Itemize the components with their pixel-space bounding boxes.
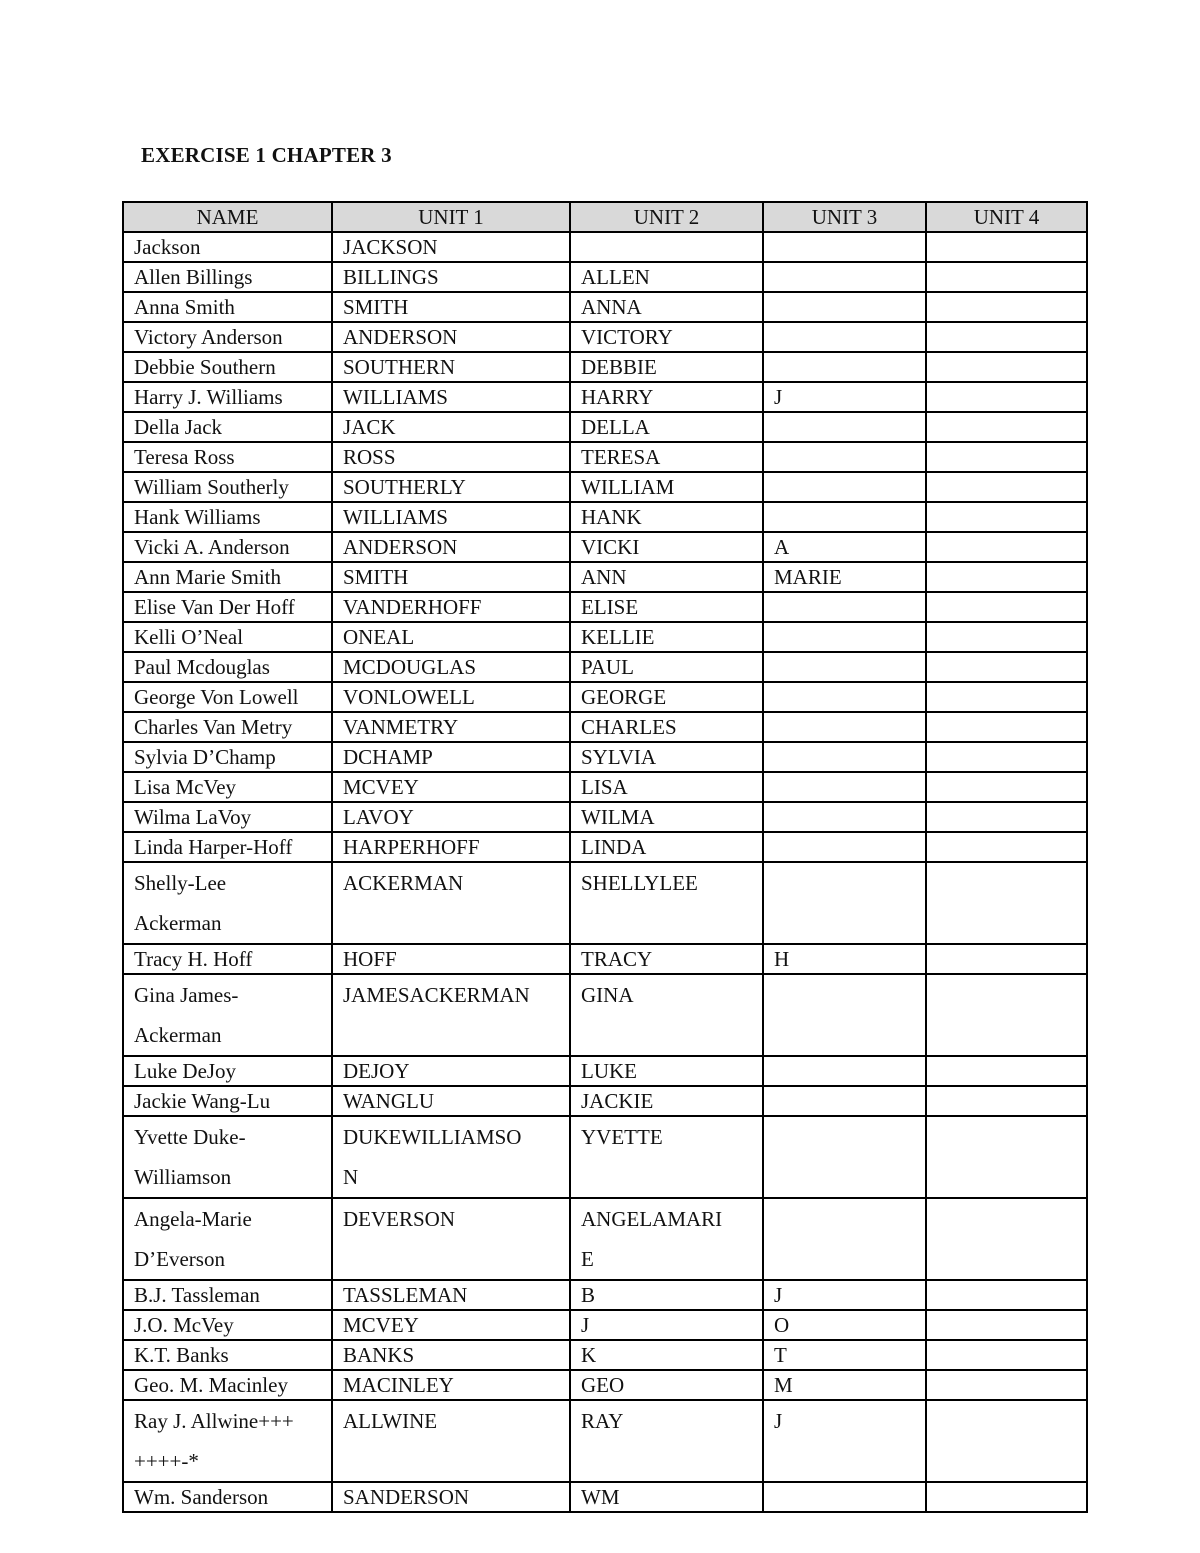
cell-unit-2: VICTORY [570,322,763,352]
cell-unit-1: BILLINGS [332,262,570,292]
table-row [123,652,1087,682]
header-unit-2: UNIT 2 [570,202,763,232]
cell-unit-4 [926,832,1087,862]
cell-unit-4 [926,1056,1087,1086]
table-row [123,472,1087,502]
cell-name: George Von Lowell [123,682,332,712]
table-row [123,352,1087,382]
cell-unit-3: J [763,382,926,412]
cell-name: Della Jack [123,412,332,442]
table-row [123,622,1087,652]
table-row [123,1370,1087,1400]
cell-unit-2: LISA [570,772,763,802]
cell-unit-1: WANGLU [332,1086,570,1116]
cell-unit-4 [926,1482,1087,1512]
cell-name: Jackie Wang-Lu [123,1086,332,1116]
cell-unit-3 [763,322,926,352]
table-row [123,742,1087,772]
cell-unit-2: TERESA [570,442,763,472]
cell-name: Ray J. Allwine+++ ++++-* [123,1400,332,1482]
cell-unit-1: DUKEWILLIAMSO N [332,1116,570,1198]
cell-unit-3 [763,832,926,862]
table-row [123,532,1087,562]
cell-unit-2: HANK [570,502,763,532]
cell-unit-3: J [763,1280,926,1310]
cell-unit-2: KELLIE [570,622,763,652]
cell-unit-1: MACINLEY [332,1370,570,1400]
cell-name: Jackson [123,232,332,262]
cell-unit-2: DEBBIE [570,352,763,382]
cell-unit-4 [926,742,1087,772]
cell-name: Linda Harper-Hoff [123,832,332,862]
cell-unit-4 [926,1280,1087,1310]
table-row [123,322,1087,352]
cell-name: Sylvia D’Champ [123,742,332,772]
cell-unit-2: WM [570,1482,763,1512]
cell-unit-3 [763,442,926,472]
cell-unit-1: TASSLEMAN [332,1280,570,1310]
table-row [123,592,1087,622]
cell-unit-1: VONLOWELL [332,682,570,712]
cell-unit-3 [763,772,926,802]
cell-unit-3 [763,622,926,652]
table-row [123,1482,1087,1512]
cell-unit-3: M [763,1370,926,1400]
cell-unit-3 [763,292,926,322]
cell-name: William Southerly [123,472,332,502]
cell-unit-4 [926,562,1087,592]
cell-unit-2: ELISE [570,592,763,622]
cell-unit-4 [926,622,1087,652]
cell-unit-2: SHELLYLEE [570,862,763,944]
cell-unit-3 [763,712,926,742]
cell-unit-2: K [570,1340,763,1370]
cell-unit-1: LAVOY [332,802,570,832]
header-row [123,202,1087,232]
cell-unit-3 [763,1482,926,1512]
cell-name: Paul Mcdouglas [123,652,332,682]
cell-unit-1: DEVERSON [332,1198,570,1280]
cell-unit-3 [763,1086,926,1116]
cell-unit-4 [926,1370,1087,1400]
table-row [123,232,1087,262]
cell-unit-1: MCDOUGLAS [332,652,570,682]
cell-unit-4 [926,1310,1087,1340]
table-row [123,1310,1087,1340]
cell-unit-2: WILLIAM [570,472,763,502]
header-name: NAME [123,202,332,232]
header-unit-1: UNIT 1 [332,202,570,232]
cell-unit-4 [926,652,1087,682]
cell-unit-2: B [570,1280,763,1310]
header-unit-3: UNIT 3 [763,202,926,232]
cell-unit-3 [763,1116,926,1198]
table-row [123,1056,1087,1086]
cell-unit-3 [763,232,926,262]
cell-unit-1: ACKERMAN [332,862,570,944]
cell-name: B.J. Tassleman [123,1280,332,1310]
cell-unit-4 [926,1400,1087,1482]
table-row [123,1280,1087,1310]
cell-unit-1: VANMETRY [332,712,570,742]
cell-unit-2: WILMA [570,802,763,832]
cell-unit-1: MCVEY [332,772,570,802]
cell-unit-3 [763,742,926,772]
cell-unit-4 [926,944,1087,974]
cell-unit-2: JACKIE [570,1086,763,1116]
cell-unit-3 [763,682,926,712]
cell-name: Wm. Sanderson [123,1482,332,1512]
cell-unit-2: LINDA [570,832,763,862]
cell-unit-2: J [570,1310,763,1340]
cell-name: Vicki A. Anderson [123,532,332,562]
cell-unit-3 [763,412,926,442]
cell-unit-4 [926,352,1087,382]
cell-unit-2: DELLA [570,412,763,442]
cell-name: Allen Billings [123,262,332,292]
table-row [123,862,1087,944]
cell-unit-1: SMITH [332,292,570,322]
cell-unit-2: ALLEN [570,262,763,292]
table-row [123,442,1087,472]
cell-unit-3 [763,862,926,944]
cell-name: Yvette Duke- Williamson [123,1116,332,1198]
cell-unit-1: ANDERSON [332,322,570,352]
header-unit-4: UNIT 4 [926,202,1087,232]
cell-unit-3: J [763,1400,926,1482]
cell-name: Angela-Marie D’Everson [123,1198,332,1280]
cell-name: Teresa Ross [123,442,332,472]
cell-unit-1: HOFF [332,944,570,974]
cell-unit-4 [926,292,1087,322]
cell-unit-2: SYLVIA [570,742,763,772]
cell-unit-3 [763,1056,926,1086]
cell-unit-3: H [763,944,926,974]
cell-name: Geo. M. Macinley [123,1370,332,1400]
table-row [123,1086,1087,1116]
cell-unit-4 [926,502,1087,532]
cell-unit-4 [926,802,1087,832]
cell-name: Kelli O’Neal [123,622,332,652]
cell-unit-4 [926,1116,1087,1198]
cell-unit-3: T [763,1340,926,1370]
cell-unit-1: VANDERHOFF [332,592,570,622]
cell-unit-4 [926,1198,1087,1280]
cell-unit-1: JACKSON [332,232,570,262]
cell-unit-2: VICKI [570,532,763,562]
cell-unit-1: SOUTHERN [332,352,570,382]
cell-unit-1: SOUTHERLY [332,472,570,502]
cell-unit-2: HARRY [570,382,763,412]
cell-unit-3 [763,352,926,382]
cell-unit-4 [926,532,1087,562]
cell-unit-2: PAUL [570,652,763,682]
cell-name: Anna Smith [123,292,332,322]
cell-name: Luke DeJoy [123,1056,332,1086]
cell-unit-1: SMITH [332,562,570,592]
table-row [123,682,1087,712]
cell-unit-1: DEJOY [332,1056,570,1086]
page-title: EXERCISE 1 CHAPTER 3 [141,143,392,167]
cell-unit-2: ANN [570,562,763,592]
cell-unit-2: GEO [570,1370,763,1400]
cell-unit-2: GEORGE [570,682,763,712]
table-row [123,1198,1087,1280]
cell-unit-1: BANKS [332,1340,570,1370]
cell-name: Tracy H. Hoff [123,944,332,974]
cell-unit-1: ONEAL [332,622,570,652]
cell-name: J.O. McVey [123,1310,332,1340]
table-row [123,712,1087,742]
cell-unit-4 [926,442,1087,472]
names-table [122,201,1088,1513]
cell-unit-4 [926,232,1087,262]
table-row [123,1116,1087,1198]
table-row [123,974,1087,1056]
cell-unit-1: HARPERHOFF [332,832,570,862]
table-row [123,1400,1087,1482]
cell-unit-2: TRACY [570,944,763,974]
table-row [123,832,1087,862]
cell-unit-3: A [763,532,926,562]
cell-name: Victory Anderson [123,322,332,352]
cell-unit-3 [763,802,926,832]
cell-name: Harry J. Williams [123,382,332,412]
cell-unit-4 [926,682,1087,712]
cell-unit-4 [926,472,1087,502]
cell-unit-4 [926,974,1087,1056]
cell-unit-4 [926,862,1087,944]
cell-unit-2: CHARLES [570,712,763,742]
cell-unit-4 [926,1086,1087,1116]
cell-name: K.T. Banks [123,1340,332,1370]
table-body [123,232,1087,1512]
cell-unit-2: GINA [570,974,763,1056]
cell-name: Elise Van Der Hoff [123,592,332,622]
table-row [123,292,1087,322]
cell-unit-2 [570,232,763,262]
cell-unit-4 [926,772,1087,802]
cell-unit-2: LUKE [570,1056,763,1086]
table-row [123,562,1087,592]
cell-unit-2: ANGELAMARI E [570,1198,763,1280]
table-row [123,944,1087,974]
table-row [123,1340,1087,1370]
cell-name: Wilma LaVoy [123,802,332,832]
cell-unit-1: WILLIAMS [332,382,570,412]
table-row [123,502,1087,532]
cell-unit-2: RAY [570,1400,763,1482]
cell-unit-3: MARIE [763,562,926,592]
cell-unit-2: ANNA [570,292,763,322]
table-row [123,802,1087,832]
cell-unit-1: ROSS [332,442,570,472]
cell-unit-4 [926,322,1087,352]
cell-name: Charles Van Metry [123,712,332,742]
cell-unit-3 [763,592,926,622]
cell-name: Hank Williams [123,502,332,532]
table-row [123,412,1087,442]
cell-unit-1: JAMESACKERMAN [332,974,570,1056]
cell-unit-2: YVETTE [570,1116,763,1198]
cell-name: Gina James- Ackerman [123,974,332,1056]
cell-unit-1: JACK [332,412,570,442]
cell-unit-3 [763,502,926,532]
cell-name: Shelly-Lee Ackerman [123,862,332,944]
cell-unit-3: O [763,1310,926,1340]
cell-unit-3 [763,262,926,292]
cell-unit-3 [763,974,926,1056]
cell-name: Lisa McVey [123,772,332,802]
cell-unit-4 [926,1340,1087,1370]
cell-name: Debbie Southern [123,352,332,382]
cell-unit-4 [926,412,1087,442]
cell-unit-3 [763,1198,926,1280]
cell-unit-4 [926,712,1087,742]
cell-unit-1: ALLWINE [332,1400,570,1482]
cell-unit-1: DCHAMP [332,742,570,772]
cell-unit-4 [926,382,1087,412]
table-row [123,772,1087,802]
cell-unit-1: ANDERSON [332,532,570,562]
cell-unit-1: MCVEY [332,1310,570,1340]
cell-unit-3 [763,472,926,502]
cell-unit-4 [926,592,1087,622]
cell-unit-3 [763,652,926,682]
table-row [123,382,1087,412]
cell-unit-1: SANDERSON [332,1482,570,1512]
cell-unit-1: WILLIAMS [332,502,570,532]
cell-unit-4 [926,262,1087,292]
cell-name: Ann Marie Smith [123,562,332,592]
table-row [123,262,1087,292]
